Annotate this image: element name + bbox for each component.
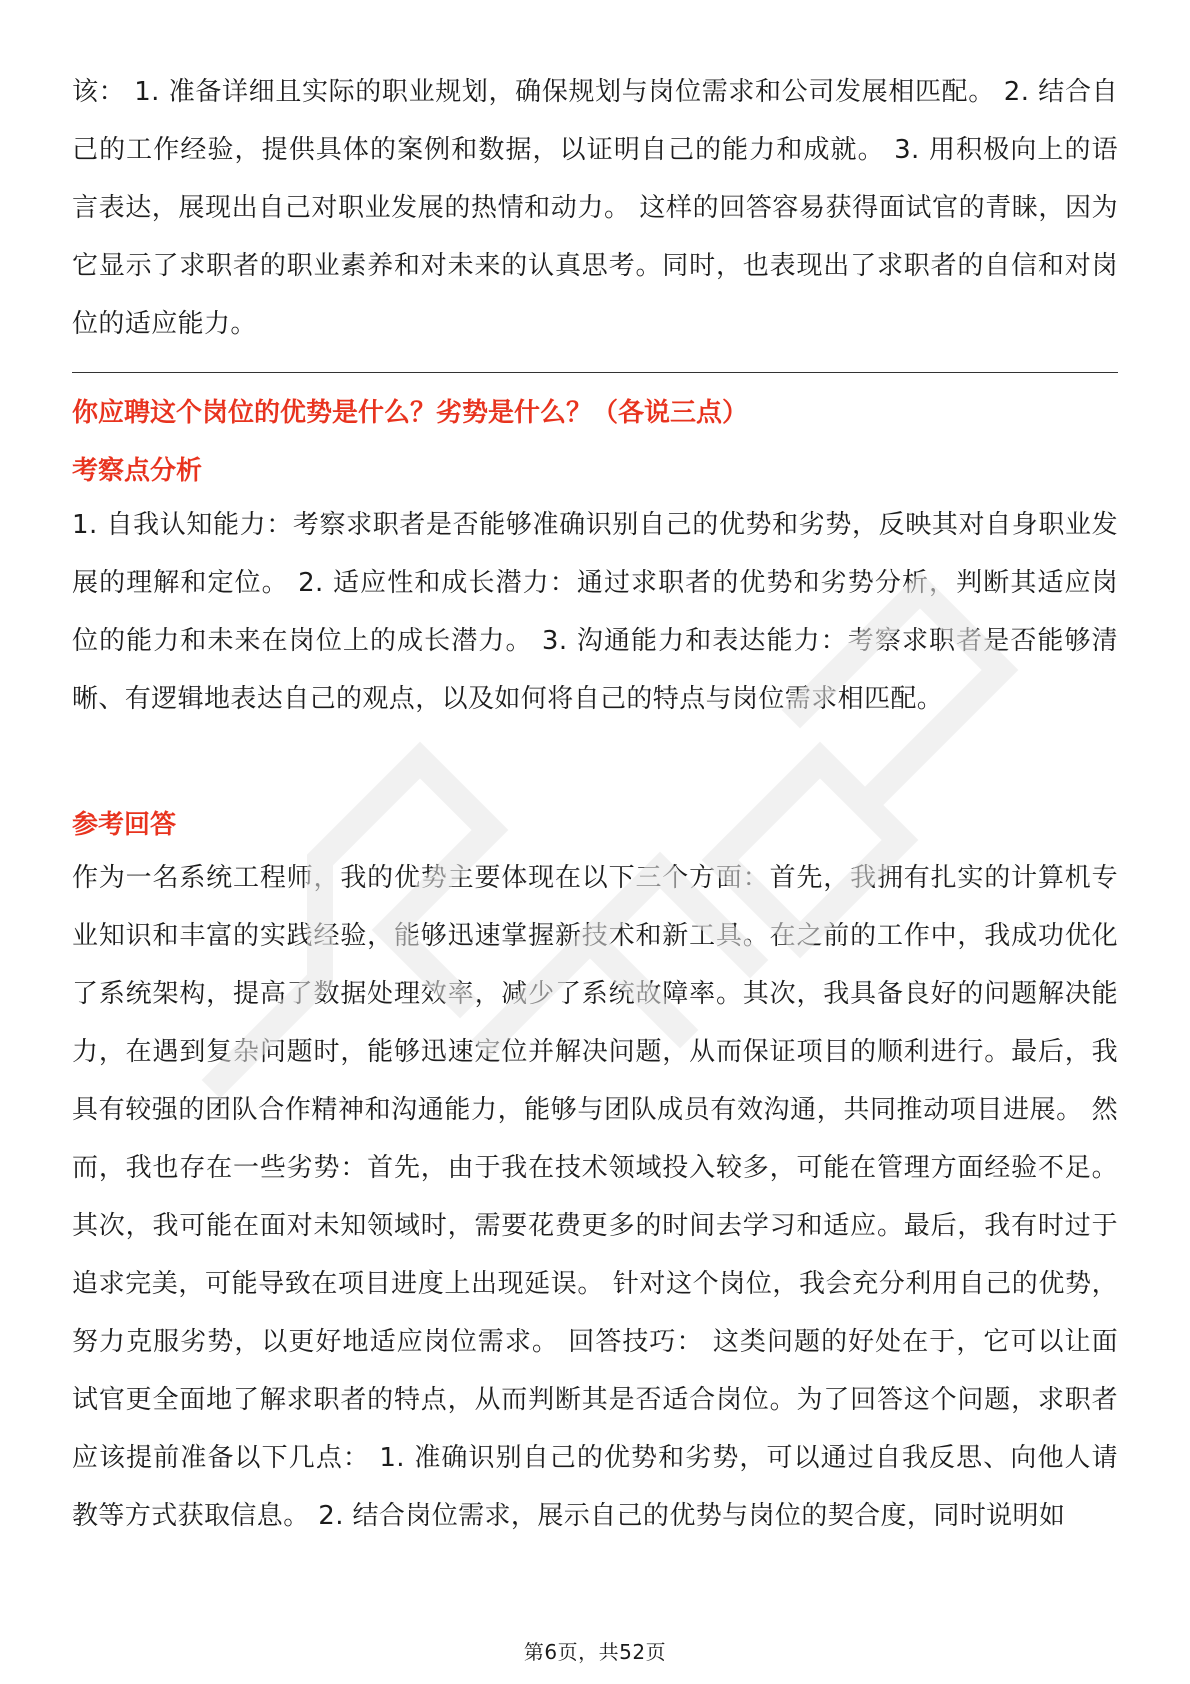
intro-paragraph: 该： 1. 准备详细且实际的职业规划，确保规划与岗位需求和公司发展相匹配。 2. 结合自己的工作经验，提供具体的案例和数据，以证明自己的能力和成就。 3. 用积极向上的语言表达，展现出自己对职业发展的热情和动力。 这样的回答容易获得面试官的青睐，因为它显示了求职者的职业素养和对未来的认真思考。同时，也表现出了求职者的自信和对岗位的适应能力。 [72, 77, 1118, 339]
section-divider [72, 372, 1118, 373]
analysis-paragraph: 1. 自我认知能力：考察求职者是否能够准确识别自己的优势和劣势，反映其对自身职业发展的理解和定位。 2. 适应性和成长潜力：通过求职者的优势和劣势分析，判断其适应岗位的能力和未来在岗位上的成长潜力。 3. 沟通能力和表达能力：考察求职者是否能够清晰、有逻辑地表达自己的观点，以及如何将自己的特点与岗位需求相匹配。 [72, 510, 1118, 714]
question-heading: 你应聘这个岗位的优势是什么？劣势是什么？（各说三点） [72, 398, 749, 428]
document-page [72, 0, 1118, 1684]
page-number: 第6页，共52页 [523, 1640, 667, 1664]
answer-heading: 参考回答 [72, 810, 177, 840]
answer-paragraph: 作为一名系统工程师，我的优势主要体现在以下三个方面：首先，我拥有扎实的计算机专业知识和丰富的实践经验，能够迅速掌握新技术和新工具。在之前的工作中，我成功优化了系统架构，提高了数据处理效率，减少了系统故障率。其次，我具备良好的问题解决能力，在遇到复杂问题时，能够迅速定位并解决问题，从而保证项目的顺利进行。最后，我具有较强的团队合作精神和沟通能力，能够与团队成员有效沟通，共同推动项目进展。 然而，我也存在一些劣势：首先，由于我在技术领域投入较多，可能在管理方面经验不足。其次，我可能在面对未知领域时，需要花费更多的时间去学习和适应。最后，我有时过于追求完美，可能导致在项目进度上出现延误。 针对这个岗位，我会充分利用自己的优势，努力克服劣势，以更好地适应岗位需求。 回答技巧： 这类问题的好处在于，它可以让面试官更全面地了解求职者的特点，从而判断其是否适合岗位。为了回答这个问题，求职者应该提前准备以下几点： 1. 准确识别自己的优势和劣势，可以通过自我反思、向他人请教等方式获取信息。 2. 结合岗位需求，展示自己的优势与岗位的契合度，同时说明如 [72, 863, 1118, 1531]
analysis-heading: 考察点分析 [72, 456, 203, 486]
